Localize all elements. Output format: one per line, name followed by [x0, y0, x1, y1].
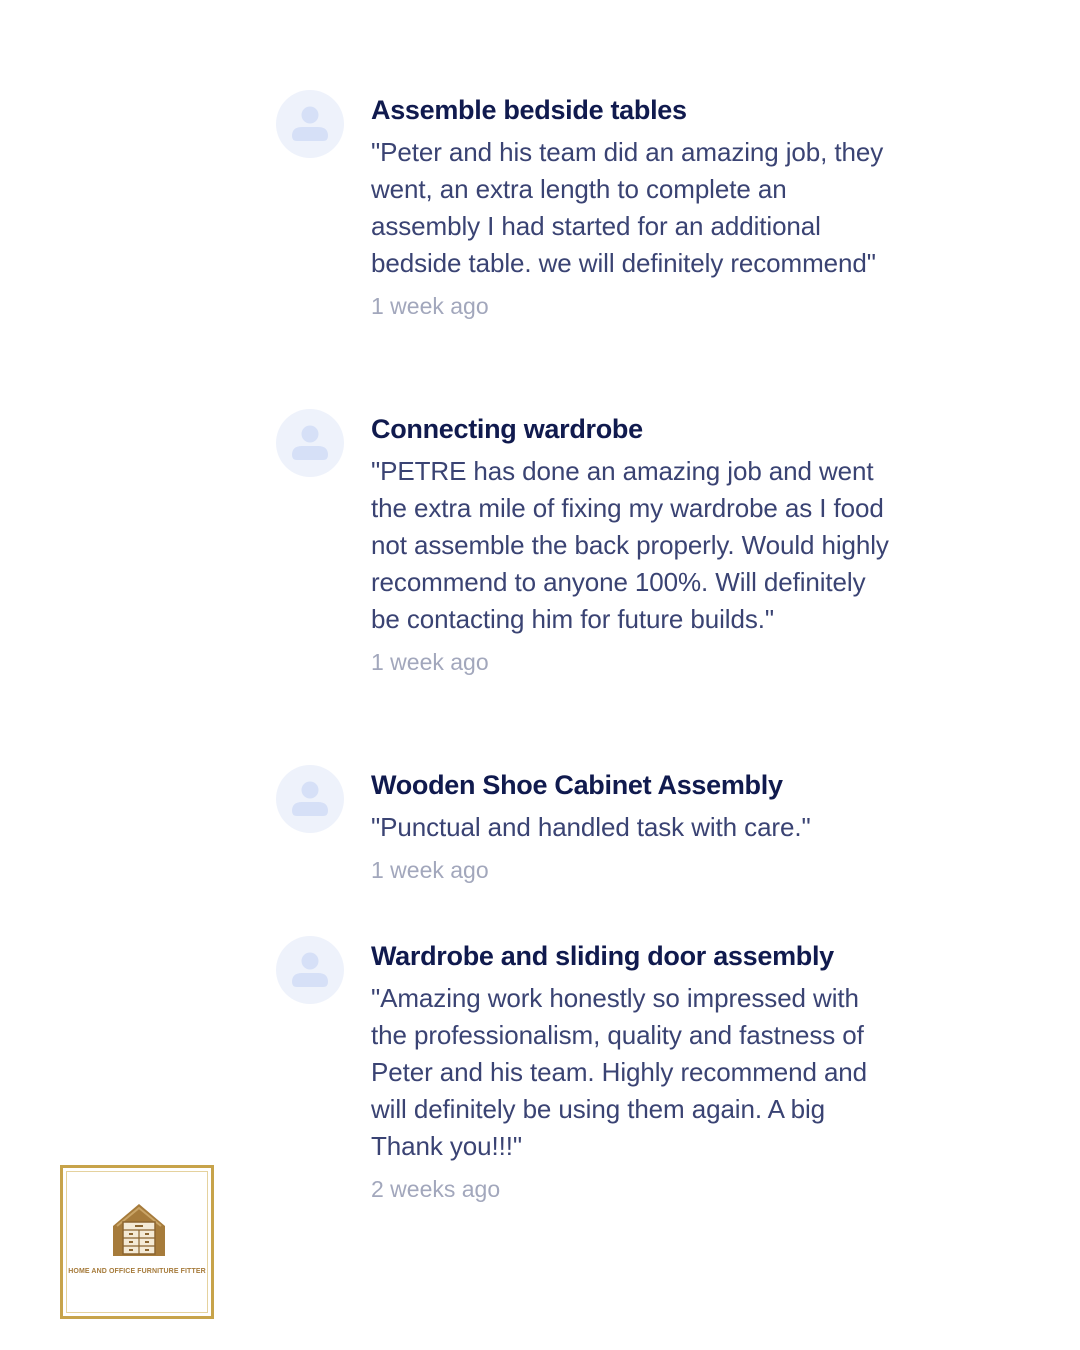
user-placeholder-icon — [276, 409, 344, 477]
review-timestamp: 1 week ago — [371, 649, 489, 675]
company-logo — [60, 1165, 214, 1319]
review-text: "Amazing work honestly so impressed with the professionalism, quality and fastness of Peter and his team. Highly recommend and will definitely be using them again. A big Thank you!!!" — [371, 983, 868, 1161]
review-timestamp: 2 weeks ago — [371, 1176, 501, 1202]
review-title: Assemble bedside tables — [371, 95, 687, 125]
review-title: Wardrobe and sliding door assembly — [371, 941, 834, 971]
avatar — [276, 409, 344, 477]
review-timestamp: 1 week ago — [371, 857, 489, 883]
review-text: "Peter and his team did an amazing job, they went, an extra length to complete an assembly I had started for an additional bedside table. we will definitely recommend" — [371, 137, 884, 278]
avatar — [276, 765, 344, 833]
house-cabinet-icon — [63, 1168, 211, 1316]
user-placeholder-icon — [276, 765, 344, 833]
review-timestamp: 1 week ago — [371, 293, 489, 319]
review-title: Connecting wardrobe — [371, 414, 643, 444]
user-placeholder-icon — [276, 90, 344, 158]
logo-caption: HOME AND OFFICE FURNITURE FITTER — [68, 1268, 206, 1275]
user-placeholder-icon — [276, 936, 344, 1004]
review-text: "PETRE has done an amazing job and went the extra mile of fixing my wardrobe as I food not assemble the back properly. Would highly recommend to anyone 100%. Will definitely be contacting him for future builds." — [371, 456, 889, 634]
avatar — [276, 936, 344, 1004]
avatar — [276, 90, 344, 158]
review-title: Wooden Shoe Cabinet Assembly — [371, 770, 783, 800]
review-text: "Punctual and handled task with care." — [371, 812, 811, 842]
